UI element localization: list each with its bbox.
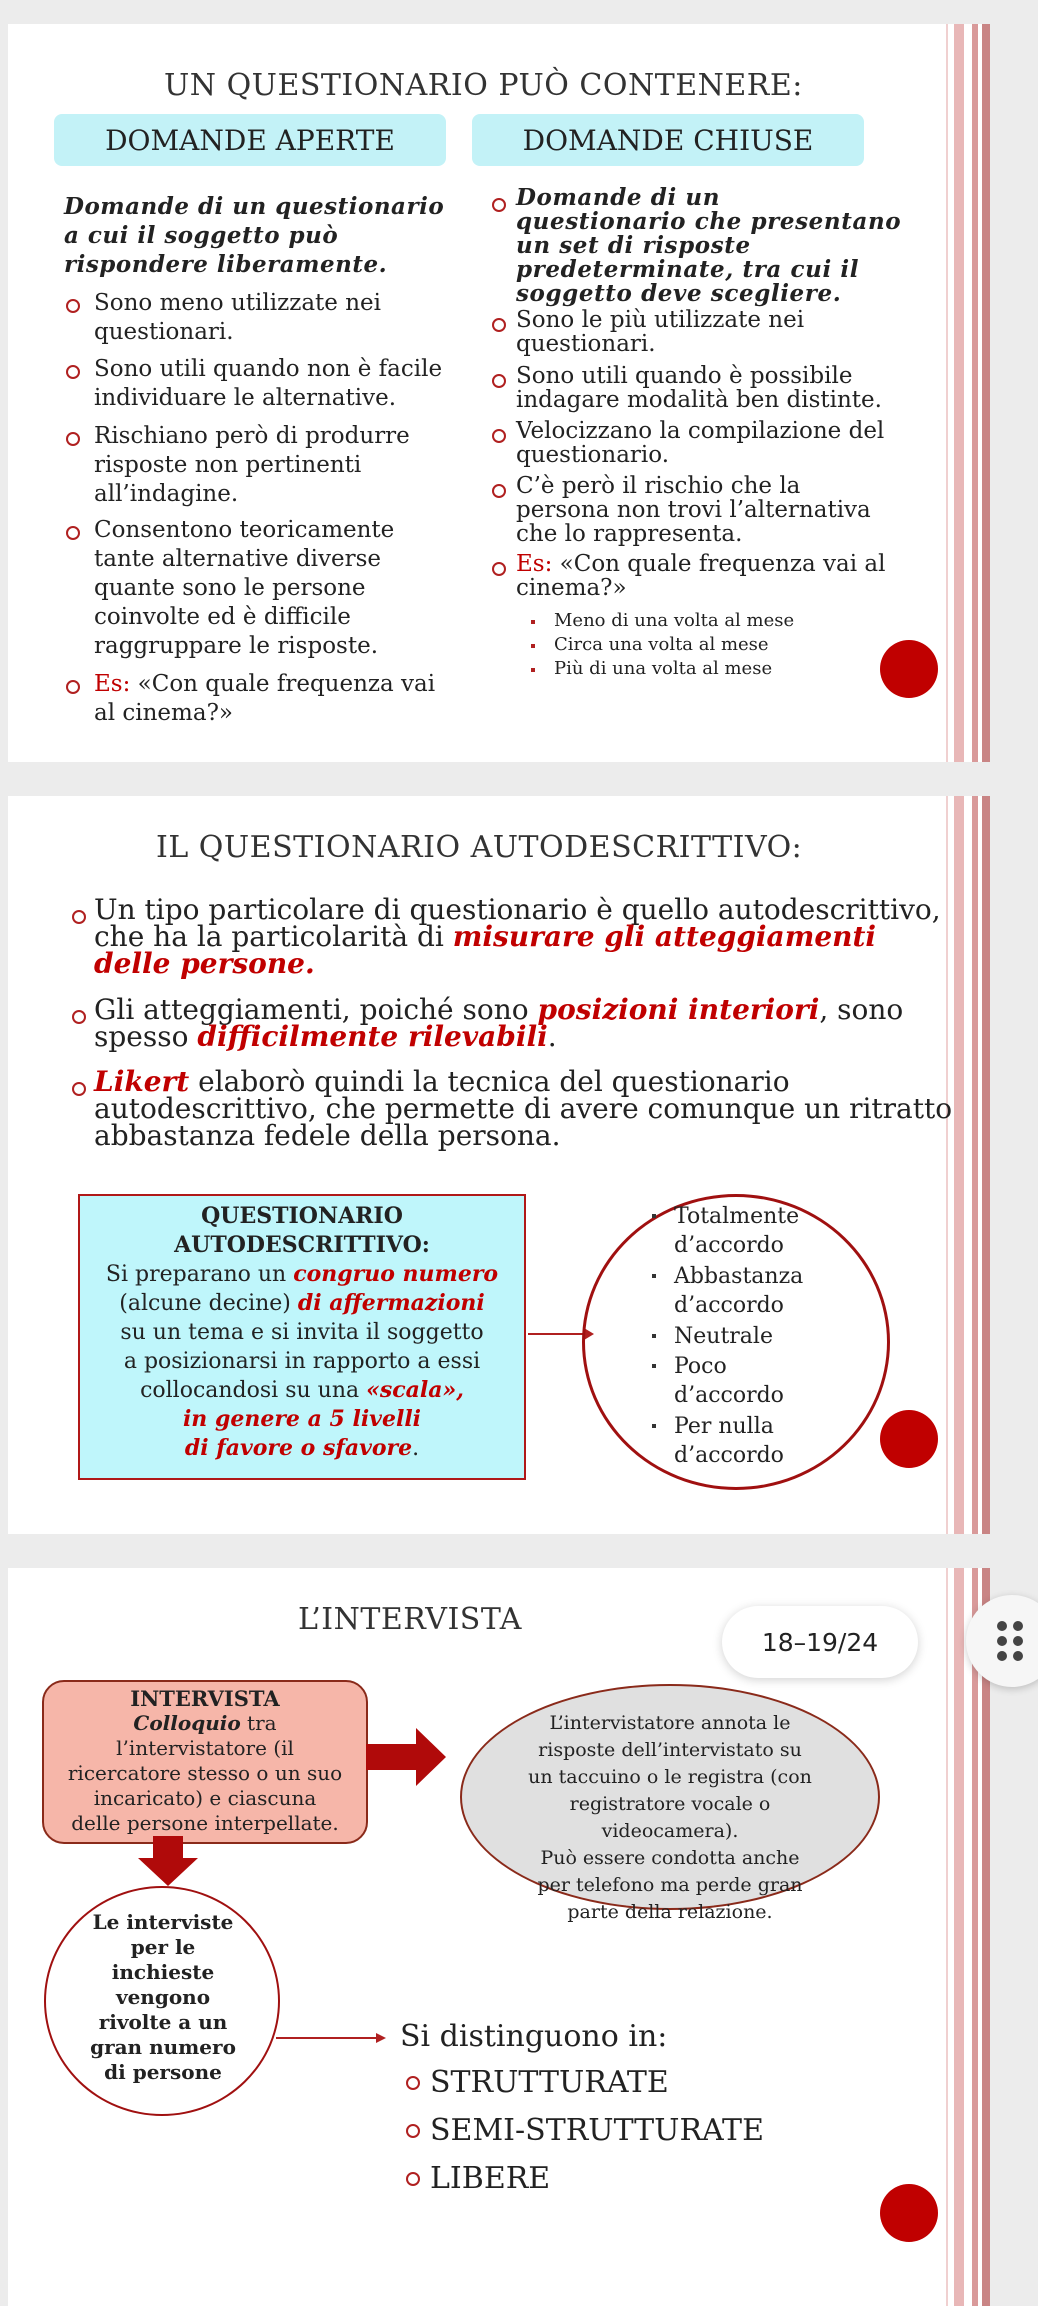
menu-button[interactable] [966, 1595, 1038, 1687]
closed-option-2: Circa una volta al mese [554, 634, 769, 655]
annotation-oval: L’intervistatore annota le risposte dell’intervistato su un taccuino o le registra (con registratore vocale o videocamera). Può essere condotta anche per telefono ma perde gran parte della relazione. [460, 1684, 880, 1910]
closed-point-1: Sono le più utilizzate nei questionari. [516, 307, 805, 357]
closed-option-3: Più di una volta al mese [554, 658, 773, 679]
bullet-icon [72, 1082, 86, 1096]
paragraph-1: Un tipo particolare di questionario è quello autodescrittivo, che ha la particolarità di misurare gli atteggiamenti delle persone. [94, 893, 941, 980]
slide2-title: IL QUESTIONARIO AUTODESCRITTIVO: [156, 830, 803, 865]
intervista-box: INTERVISTA Colloquio tra l’intervistatore (il ricercatore stesso o un suo incaricato) e ciascuna delle persone interpellate. [42, 1680, 368, 1844]
bullet-icon [492, 198, 506, 212]
sub-bullet-icon [531, 620, 535, 624]
scale-option-5: Per nulla d’accordo [674, 1414, 784, 1468]
closed-point-2: Sono utili quando è possibile indagare modalità ben distinte. [516, 363, 882, 413]
bullet-icon [66, 299, 80, 313]
open-example: Es: «Con quale frequenza vai al cinema?» [94, 671, 436, 726]
grid-dots-icon [966, 1595, 1038, 1687]
type-structured: STRUTTURATE [430, 2065, 669, 2100]
sub-bullet-icon [531, 644, 535, 648]
scale-option-3: Neutrale [674, 1324, 773, 1349]
slide-intervista [8, 1568, 990, 2306]
closed-example: Es: «Con quale frequenza vai al cinema?» [516, 551, 886, 601]
bullet-icon [66, 526, 80, 540]
open-point-3: Rischiano però di produrre risposte non pertinenti all’indagine. [94, 423, 410, 507]
bullet-icon [492, 484, 506, 498]
page-indicator[interactable]: 18–19/24 [722, 1606, 918, 1678]
closed-definition: Domande di un questionario che presentano un set di risposte predeterminate, tra cui il soggetto deve scegliere. [516, 184, 902, 307]
slide3-title: L’INTERVISTA [298, 1602, 522, 1637]
slide-autodescrittivo [8, 796, 990, 1534]
interviste-text: Le interviste per le inchieste vengono rivolte a un gran numero di persone [90, 1910, 236, 2084]
closed-option-1: Meno di una volta al mese [554, 610, 795, 631]
slide1-title: UN QUESTIONARIO PUÒ CONTENERE: [164, 68, 803, 103]
type-free: LIBERE [430, 2161, 551, 2196]
bullet-icon [72, 1010, 86, 1024]
bullet-icon [492, 318, 506, 332]
red-dot-icon [880, 640, 938, 698]
open-definition: Domande di un questionario a cui il soggetto può rispondere liberamente. [64, 193, 445, 278]
bullet-icon [406, 2076, 420, 2090]
open-point-4: Consentono teoricamente tante alternative diverse quante sono le persone coinvolte ed è difficile raggruppare le risposte. [94, 517, 395, 659]
red-dot-icon [880, 1410, 938, 1468]
paragraph-2: Gli atteggiamenti, poiché sono posizioni interiori, sono spesso difficilmente rilevabili. [94, 993, 904, 1053]
scale-option-4: Poco d’accordo [674, 1354, 784, 1408]
bullet-icon [492, 562, 506, 576]
bullet-icon [66, 432, 80, 446]
block-arrow-down-icon [138, 1836, 198, 1886]
open-questions-header: DOMANDE APERTE [54, 114, 446, 166]
open-point-1: Sono meno utilizzate nei questionari. [94, 290, 381, 345]
bullet-icon [72, 910, 86, 924]
bullet-icon [66, 365, 80, 379]
closed-questions-header: DOMANDE CHIUSE [472, 114, 864, 166]
scale-option-1: Totalmente d’accordo [674, 1204, 800, 1258]
bullet-icon [492, 374, 506, 388]
bullet-icon [406, 2124, 420, 2138]
block-arrow-right-icon [366, 1728, 446, 1786]
autodescrittivo-box: QUESTIONARIO AUTODESCRITTIVO: Si preparano un congruo numero (alcune decine) di affermazioni su un tema e si invita il soggetto a posizionarsi in rapporto a essi collocandosi su una «scala», in genere a 5 livelli di favore o sfavore. [78, 1194, 526, 1480]
distinguish-label: Si distinguono in: [400, 2019, 668, 2054]
scale-option-2: Abbastanza d’accordo [674, 1264, 804, 1318]
red-dot-icon [880, 2184, 938, 2242]
open-point-2: Sono utili quando non è facile individuare le alternative. [94, 356, 443, 411]
arrow-icon [276, 2030, 386, 2046]
paragraph-3: Likert elaborò quindi la tecnica del questionario autodescrittivo, che permette di avere comunque un ritratto abbastanza fedele della persona. [94, 1065, 953, 1152]
type-semi-structured: SEMI-STRUTTURATE [430, 2113, 764, 2148]
sub-bullet-icon [531, 668, 535, 672]
closed-point-4: C’è però il rischio che la persona non trovi l’alternativa che lo rappresenta. [516, 473, 871, 547]
bullet-icon [66, 680, 80, 694]
bullet-icon [406, 2172, 420, 2186]
bullet-icon [492, 429, 506, 443]
slide-questionario [8, 24, 990, 762]
closed-point-3: Velocizzano la compilazione del questionario. [516, 418, 885, 468]
